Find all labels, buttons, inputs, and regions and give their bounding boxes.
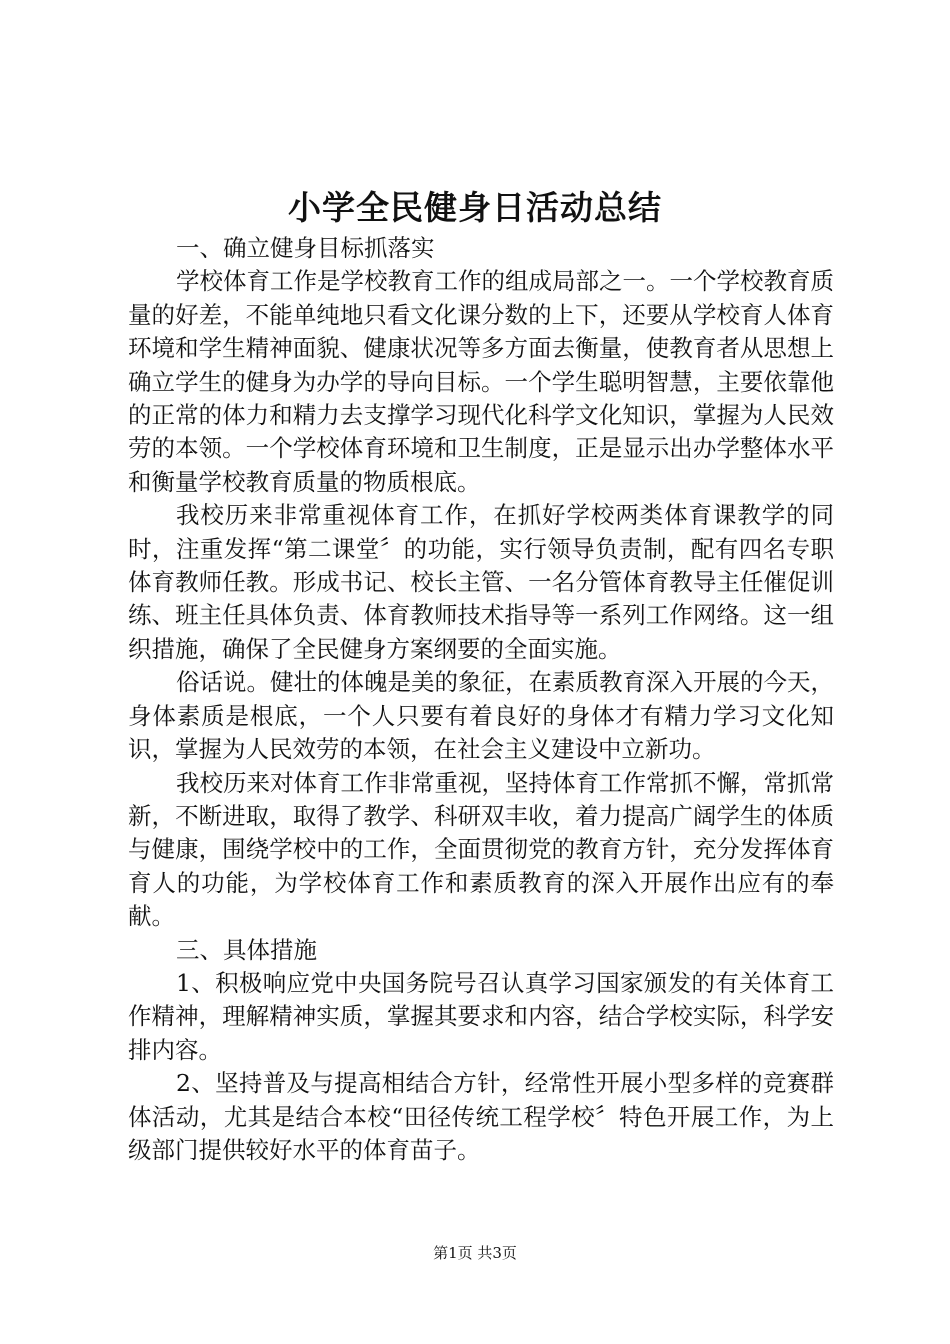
section-heading-1: 一、确立健身目标抓落实 — [176, 234, 435, 262]
document-title: 小学全民健身日活动总结 — [288, 188, 662, 227]
page-footer: 第1页 共3页 — [433, 1244, 517, 1262]
paragraph-1: 学校体育工作是学校教育工作的组成局部之一。一个学校教育质量的好差，不能单纯地只看文化课分数的上下，还要从学校育人体育环境和学生精神面貌、健康状况等多方面去衡量，使教育者从思想上确立学生的健身为办学的导向目标。一个学生聪明智慧，主要依靠他的正常的体力和精力去支撑学习现代化科学文化知识，掌握为人民效劳的本领。一个学校体育环境和卫生制度，正是显示出办学整体水平和衡量学校教育质量的物质根底。 — [128, 267, 834, 496]
section-heading-3: 三、具体措施 — [176, 935, 317, 964]
paragraph-2: 我校历来非常重视体育工作，在抓好学校两类体育课教学的同时，注重发挥“第二课堂〞的功能，实行领导负责制，配有四名专职体育教师任教。形成书记、校长主管、一名分管体育教导主任催促训练、班主任具体负责、体育教师技术指导等一系列工作网络。这一组织措施，确保了全民健身方案纲要的全面实施。 — [128, 501, 834, 663]
paragraph-5: 1、积极响应党中央国务院号召认真学习国家颁发的有关体育工作精神，理解精神实质，掌握其要求和内容，结合学校实际，科学安排内容。 — [128, 968, 834, 1064]
paragraph-4: 我校历来对体育工作非常重视，坚持体育工作常抓不懈，常抓常新，不断进取，取得了教学、科研双丰收，着力提高广阔学生的体质与健康，围绕学校中的工作，全面贯彻党的教育方针，充分发挥体育育人的功能，为学校体育工作和素质教育的深入开展作出应有的奉献。 — [128, 768, 834, 931]
paragraph-6: 2、坚持普及与提高相结合方针，经常性开展小型多样的竞赛群体活动，尤其是结合本校“田径传统工程学校〞特色开展工作，为上级部门提供较好水平的体育苗子。 — [128, 1069, 834, 1164]
document-body — [128, 232, 834, 1167]
paragraph-3: 俗话说。健壮的体魄是美的象征，在素质教育深入开展的今天，身体素质是根底，一个人只要有着良好的身体才有精力学习文化知识，掌握为人民效劳的本领，在社会主义建设中立新功。 — [128, 668, 834, 764]
